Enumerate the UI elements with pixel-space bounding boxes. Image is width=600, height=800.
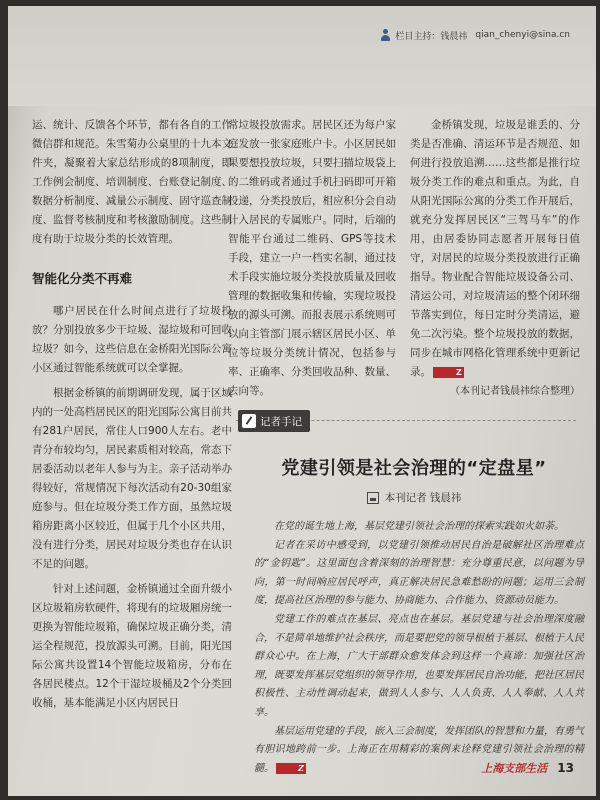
essay-paragraph: 党建工作的难点在基层、亮点也在基层。基层党建与社会治理深度融合，不是简单地维护社会秩序，而是要把党的领导根植于基层、根植于人民群众心中。在上海，广大干部群众愈发体会到这样一个真谛：加强社区治理，既要发挥基层党组织的领导作用，也要发挥居民自治功能，把社区居民积极性、主动性调动起来，做到人人参与、人人负责、人人奉献、人人共享。 [254,613,584,718]
reporter-note-body [254,518,584,778]
middle-column [228,116,396,401]
essay-last-text: 基层运用党建的手段，嵌入三会制度，发挥团队的智慧和力量，有勇气有胆识地跨前一步。上海正在用精彩的案例来诠释党建引领社会治理的精髓。 [254,725,584,774]
essay-end-mark-icon: Z [276,763,306,774]
column-header [380,26,570,44]
magazine-page [8,6,596,796]
section-title: 智能化分类不再难 [32,271,133,286]
column-editor: 栏目主持：钱晨祎 [395,31,468,42]
middle-para-1: 常垃圾投放需求。居民区还为每户家庭发放一张家庭账户卡。小区居民如果要想投放垃圾，只要扫描垃圾袋上的二维码或者通过手机扫码即可开箱投递，分类投放后，相应积分会自动计入居民的专属账户。同时，后端的智能平台通过二维码、GPS等技术手段，建立一户一档实名制，通过技术手段实施垃圾分类投放质量及回收管理的数据收集和传输，实现垃圾投放的源头可溯。而报表展示系统则可以向主管部门展示辖区居民小区、单位等垃圾分类统计情况，包括参与率、正确率、分类回收品种、数量、去向等。 [228,119,396,397]
page-footer [481,760,574,776]
left-para-2: 哪户居民在什么时间点进行了垃圾投放？分别投放多少干垃圾、湿垃圾和可回收垃圾？如今，这些信息在金桥阳光国际公寓小区通过智能系统就可以全掌握。 [32,305,232,374]
reporter-note-byline [244,490,584,505]
reporter-note-title: 党建引领是社会治理的“定盘星” [281,458,547,479]
page-number: 13 [557,761,574,775]
left-para-3: 根据金桥镇的前期调研发现，属于区域内的一处高档居民区的阳光国际公寓目前共有281户居民，常住人口900人左右。老中青分布较均匀，居民素质相对较高，常态下居委活动以老年人参与为主。亲子活动举办得较好，常规情况下每次活动有20-30组家庭参与。但在垃圾分类工作方面，虽然垃圾箱房距离小区较近，但属于几个小区共用，没有进行分类，居民对垃圾分类也存在认识不足的问题。 [32,387,232,570]
reporter-note-tag [238,410,310,432]
magazine-logo: 上海支部生活 [481,762,548,775]
right-column [410,116,580,401]
left-para-4: 针对上述问题，金桥镇通过全面升级小区垃圾箱房软硬件，将现有的垃圾厢房统一更换为智能垃圾箱，确保垃圾正确分类，清运全程规范，投放源头可溯。目前，阳光国际公寓共设置14个智能垃圾箱房，分布在各居民楼点。12个干湿垃圾桶及2个分类回收桶，基本能满足小区内居民日 [32,583,232,709]
person-icon [380,29,391,41]
right-para-1 [410,116,580,382]
left-para-1: 运、统计、反馈各个环节，都有各自的工作微信群和规范。朱雪菊办公桌里的十九本文件夹，凝聚着大家总结形成的8项制度，即工作例会制度、培训制度、台账登记制度、数据分析制度、减量公示制度、固守巡查制度、监督考核制度和考核激励制度。这些制度有助于垃圾分类的长效管理。 [32,119,232,245]
essay-paragraph: 记者在采访中感受到，以党建引领推动居民自治是破解社区治理难点的“金钥匙”。这里面包含着深刻的治理智慧：充分尊重民意，以问题为导向，第一时间响应居民呼声，真正解决居民急难愁盼的问题；运用三会制度，提高社区治理的参与能力、协商能力、合作能力、资源动员能力。 [254,539,584,607]
byline-icon [367,492,379,504]
left-column [32,116,232,713]
editor-email: qian_chenyi@sina.cn [475,30,570,40]
essay-paragraph: 在党的诞生地上海，基层党建引领社会治理的探索实践如火如荼。 [274,521,564,532]
top-blank-band [8,6,596,106]
pen-icon [242,414,256,428]
article-credit: （本刊记者钱晨祎综合整理） [450,386,580,397]
reporter-note-tag-label: 记者手记 [260,415,302,428]
end-mark-icon: Z [433,367,464,378]
right-para-1-text: 金桥镇发现，垃圾是谁丢的、分类是否准确、清运环节是否规范、如何进行投放追溯……这些都是推行垃圾分类工作的难点和重点。为此，自从阳光国际公寓的分类工作开展后，就充分发挥居民区“三驾马车”的作用，由居委协同志愿者开展每日值守，对居民的垃圾分类投放进行正确指导。物业配合智能垃圾设备公司、清运公司，对垃圾清运的整个闭环细节落实到位，每日定时分类清运，避免二次污染。整个垃圾投放的数据，同步在城市网格化管理系统中更新记录。 [410,119,580,378]
byline-text: 本刊记者 钱晨祎 [384,492,462,504]
